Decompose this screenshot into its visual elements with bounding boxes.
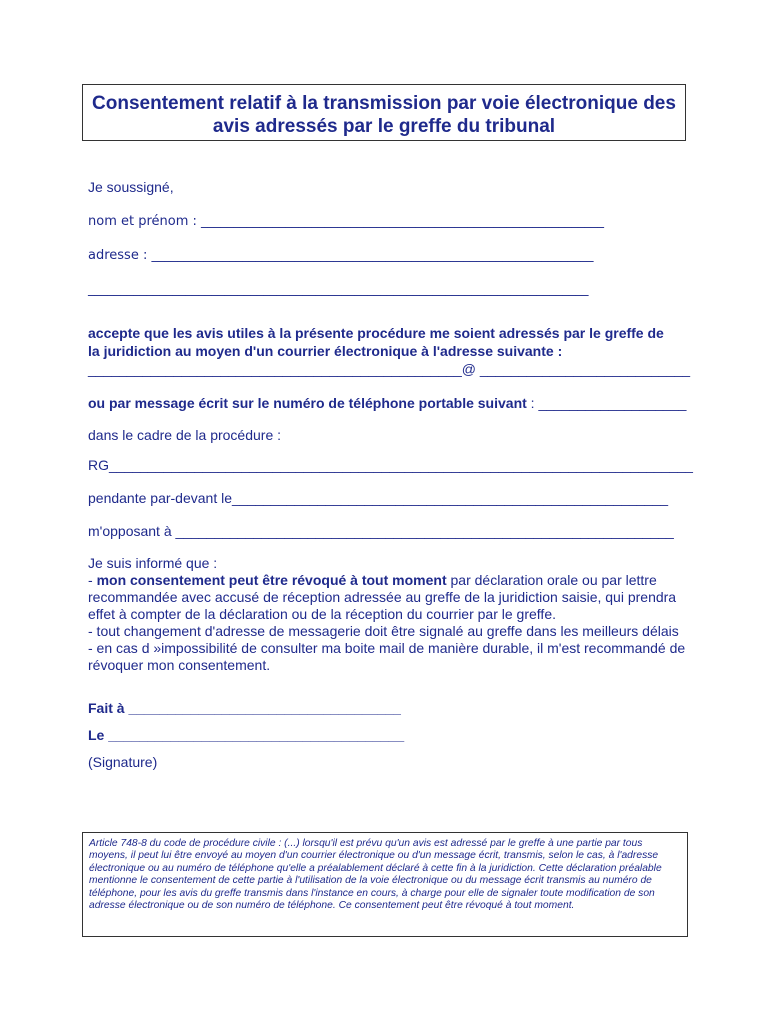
informed-heading: Je suis informé que :: [88, 555, 218, 571]
informed-item-1: - mon consentement peut être révoqué à tout moment par déclaration orale ou par lettre recommandée avec accusé de réception adressée au greffe de la juridiction saisie, qui prendra effet à compter de la déclaration ou de la réception du courrier par le greffe.: [88, 572, 677, 622]
informed-section: [88, 555, 688, 674]
accept-text-line-1: accepte que les avis utiles à la présente procédure me soient adressés par le greffe de: [88, 325, 664, 341]
accept-text-line-2: la juridiction au moyen d'un courrier électronique à l'adresse suivante :: [88, 343, 563, 359]
procedure-context-label: dans le cadre de la procédure :: [88, 427, 282, 443]
signature-label: (Signature): [88, 754, 158, 770]
informed-item-2: - tout changement d'adresse de messagerie doit être signalé au greffe dans les meilleurs délais: [88, 623, 679, 639]
document-title: [82, 84, 686, 141]
place-field[interactable]: Fait à ___________________________________: [88, 700, 401, 716]
intro-text: Je soussigné,: [88, 179, 174, 195]
pending-court-field[interactable]: pendante par-devant le________________________________________________________: [88, 490, 669, 506]
address-line-2-field[interactable]: _____________________________________________________________________________: [88, 282, 589, 297]
address-field[interactable]: adresse : ____________________________________________________________________: [88, 248, 594, 263]
email-field[interactable]: ________________________________________________@ ___________________________: [88, 361, 691, 377]
revocation-emphasis: mon consentement peut être révoqué à tout moment: [96, 572, 447, 588]
name-field[interactable]: nom et prénom : ______________________________________________________________: [88, 214, 605, 229]
informed-item-3: - en cas d »impossibilité de consulter ma boite mail de manière durable, il m'est recommandé de révoquer mon consentement.: [88, 640, 686, 673]
title-line-1: Consentement relatif à la transmission par voie électronique des: [92, 93, 676, 114]
title-line-2: avis adressés par le greffe du tribunal: [212, 116, 556, 137]
phone-field[interactable]: : ___________________: [526, 395, 687, 411]
legal-note: Article 748-8 du code de procédure civile : (...) lorsqu'il est prévu qu'un avis est adressé par le greffe à une partie par tous moyens, il peut lui être envoyé au moyen d'un courrier électronique ou d'un message écrit, transmis, selon le cas, à l'adresse électronique ou au numéro de téléphone qu'elle a préalablement déclaré à cette fin à la juridiction. Cette déclaration préalable mentionne le consentement de cette partie à l'utilisation de la voie électronique ou du message écrit transmis au numéro de téléphone, pour les avis du greffe transmis dans l'instance en cours, à charge pour elle de signaler toute modification de son adresse électronique ou de son numéro de téléphone. Ce consentement peut être révoqué à tout moment.: [82, 832, 688, 937]
date-field[interactable]: Le ______________________________________: [88, 727, 405, 743]
phone-label: ou par message écrit sur le numéro de téléphone portable suivant: [88, 395, 527, 411]
phone-field-row: [88, 395, 686, 412]
opposing-party-field[interactable]: m'opposant à ________________________________________________________________: [88, 523, 674, 539]
rg-field[interactable]: RG___________________________________________________________________________: [88, 457, 693, 473]
